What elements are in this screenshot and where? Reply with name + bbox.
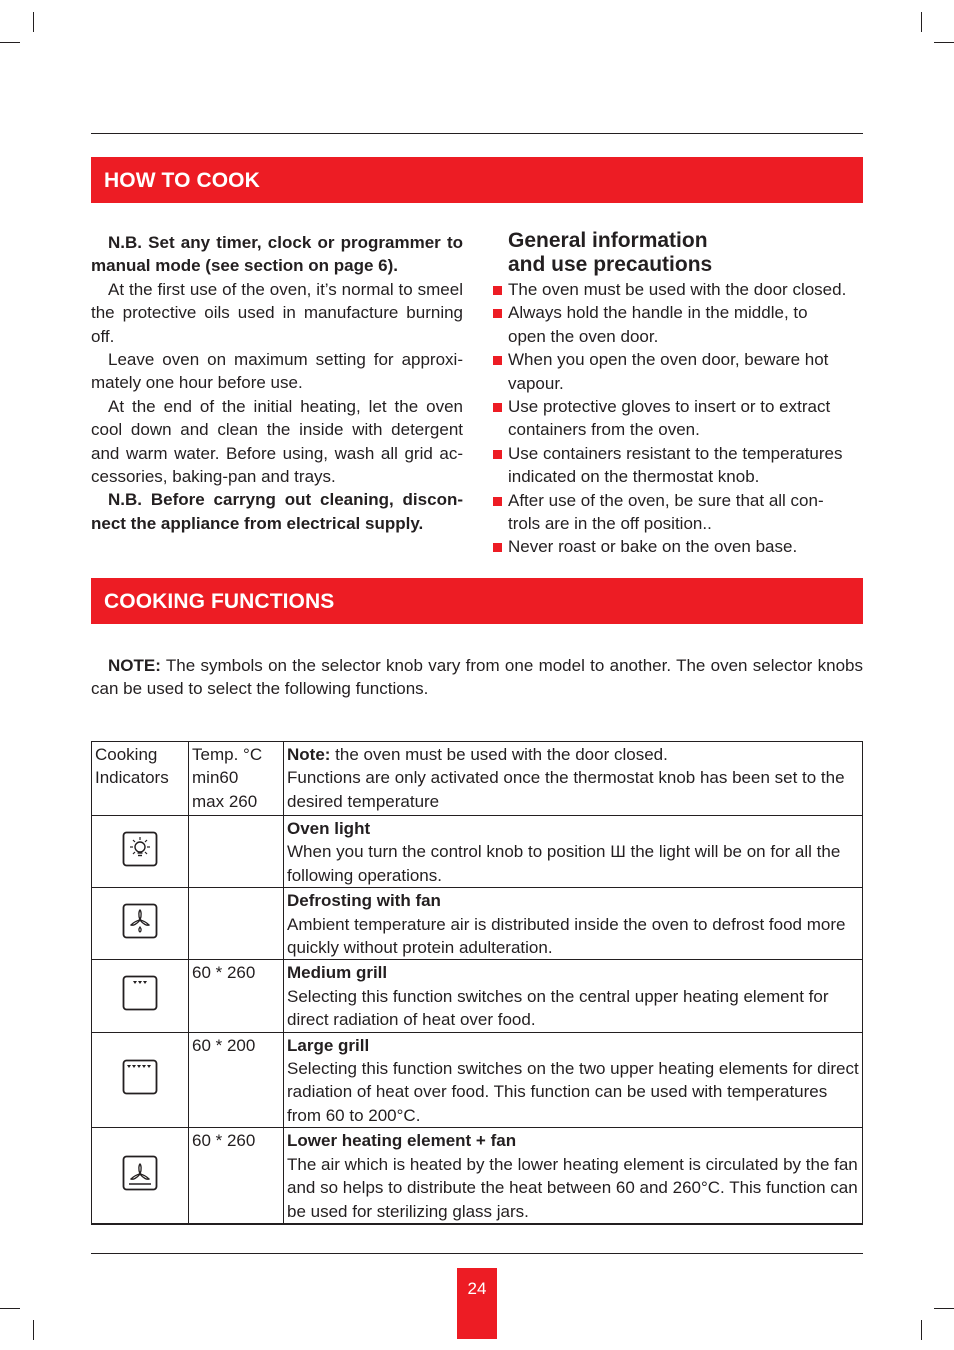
table-row: 60 * 200 Large grill Selecting this function switches on the two upper heating elements for direct radiation of heat over food. This function can be used with temperatures from 60 to 200°C. [92,1032,863,1128]
how-to-cook-text [91,231,463,535]
defrost-fan-icon [122,903,158,939]
function-description: Selecting this function switches on the central upper heating element for direct radiation of heat over food. [287,986,829,1030]
precaution-item: Use protective gloves to insert or to extract containers from the oven. [492,395,863,442]
cooking-functions-title: COOKING FUNCTIONS [104,590,335,613]
function-description: When you turn the control knob to position Ш the light will be on for all the following operations. [287,842,841,885]
top-rule [91,133,863,134]
bullet-square-icon [493,497,502,506]
max-setting-paragraph: Leave oven on maximum setting for approxi-mately one hour before use. [91,350,463,393]
table-row: 60 * 260 Medium grill Selecting this function switches on the central upper heating element for direct radiation of heat over food. [92,960,863,1032]
table-row: 60 * 260 Lower heating element + fan The air which is heated by the lower heating element is circulated by the fan and so helps to distribute the heat between 60 and 260°C. This function can be used for sterilizing glass jars. [92,1128,863,1224]
general-info-title-line1: General information [508,229,708,252]
bottom-rule [91,1253,863,1254]
crop-mark [0,1308,20,1309]
cooking-functions-table [91,741,863,1225]
table-row [92,888,863,960]
function-description: Selecting this function switches on the two upper heating elements for direct radiation of heat over food. This function can be used with temperatures from 60 to 200°C. [287,1059,859,1125]
initial-heating-paragraph: At the end of the initial heating, let the oven cool down and clean the inside with detergent and warm water. Before using, wash all grid ac-cessories, baking-pan and trays. [91,396,463,487]
header-note-cell: Note: the oven must be used with the door closed. Functions are only activated once the thermostat knob has been set to the desired temperature [284,742,863,816]
function-description: The air which is heated by the lower heating element is circulated by the fan and so helps to distribute the heat between 60 and 260°C. This function can be used for sterilizing glass jars. [287,1154,858,1221]
oven-light-icon [122,831,158,867]
crop-mark [921,12,922,32]
function-title: Large grill [287,1035,370,1055]
precaution-item: When you open the oven door, beware hot vapour. [492,348,863,395]
bullet-square-icon [493,356,502,365]
crop-mark [33,1320,34,1340]
how-to-cook-title: HOW TO COOK [104,169,260,192]
cooking-functions-header [91,578,863,624]
precaution-item: Use containers resistant to the temperatures indicated on the thermostat knob. [492,442,863,489]
function-title: Oven light [287,819,371,838]
general-info-title [492,229,863,277]
first-use-paragraph: At the first use of the oven, it’s normal to smeel the protective oils used in manufacture burning off. [91,279,463,346]
general-info-title-line2: and use precautions [508,253,713,276]
header-temp-cell: Temp. °C min60 max 260 [189,742,284,816]
general-info-section [492,229,863,559]
bullet-square-icon [493,286,502,295]
table-row [92,816,863,888]
function-description: Ambient temperature air is distributed inside the oven to defrost food more quickly without protein adulteration. [287,914,846,958]
bullet-square-icon [493,450,502,459]
crop-mark [921,1320,922,1340]
bullet-square-icon [493,543,502,552]
header-indicators-cell: Cooking Indicators [92,742,189,816]
precaution-item: Never roast or bake on the oven base. [492,535,863,558]
crop-mark [934,1308,954,1309]
crop-mark [0,42,20,43]
nb-timer-note: N.B. Set any timer, clock or programmer to manual mode (see section on page 6). [91,233,463,276]
precaution-item: Always hold the handle in the middle, to open the oven door. [492,301,863,348]
bullet-square-icon [493,309,502,318]
medium-grill-icon [122,975,158,1011]
precaution-item: After use of the oven, be sure that all con- trols are in the off position.. [492,489,863,536]
how-to-cook-header [91,157,863,203]
crop-mark [33,12,34,32]
large-grill-icon [122,1059,158,1095]
function-title: Lower heating element + fan [287,1131,517,1151]
nb-cleaning-note: N.B. Before carryng out cleaning, discon-nect the appliance from electrical supply. [91,490,463,533]
function-title: Defrosting with fan [287,891,441,911]
bullet-square-icon [493,403,502,412]
selector-note: NOTE: The symbols on the selector knob vary from one model to another. The oven selector knobs can be used to select the following functions. [91,656,863,699]
crop-mark [934,42,954,43]
precaution-item: The oven must be used with the door closed. [492,278,863,301]
lower-element-fan-icon [122,1155,158,1191]
function-title: Medium grill [287,963,388,983]
page-number: 24 [457,1268,497,1339]
table-header-row [92,742,863,816]
